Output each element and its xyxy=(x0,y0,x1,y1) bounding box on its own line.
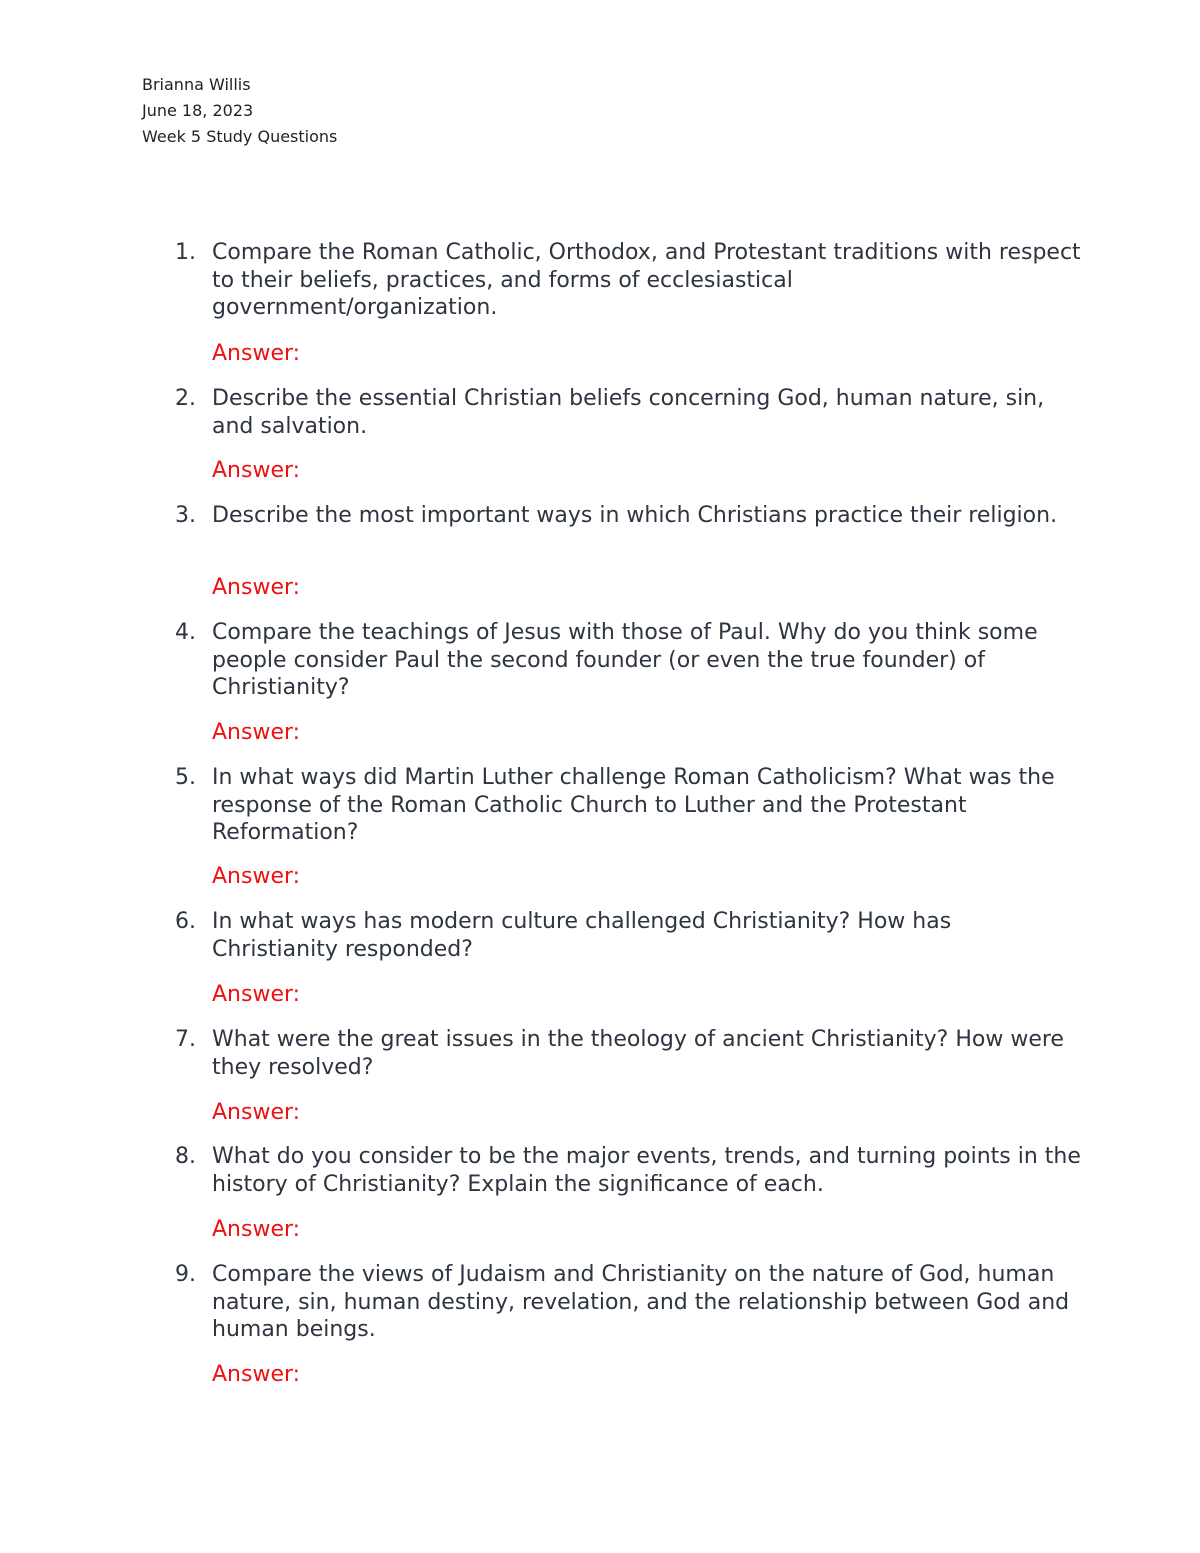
answer-label: Answer: xyxy=(212,864,301,889)
author-name: Brianna Willis xyxy=(142,75,251,94)
question-text: Compare the Roman Catholic, Orthodox, and Protestant traditions with respect to their beliefs, practices, and forms of ecclesiastical government/organization. xyxy=(212,240,1081,320)
answer-label: Answer: xyxy=(212,982,301,1007)
document-title: Week 5 Study Questions xyxy=(142,127,338,146)
question-number: 9. xyxy=(175,1262,196,1287)
question-number: 8. xyxy=(175,1144,196,1169)
question-text: Compare the teachings of Jesus with those of Paul. Why do you think some people consider Paul the second founder (or even the true founder) of Christianity? xyxy=(212,620,1038,700)
answer-label: Answer: xyxy=(212,1217,301,1242)
question-text: Describe the essential Christian beliefs concerning God, human nature, sin, and salvation. xyxy=(212,386,1045,439)
answer-label: Answer: xyxy=(212,720,301,745)
question-number: 7. xyxy=(175,1027,196,1052)
answer-label: Answer: xyxy=(212,1100,301,1125)
question-text: Compare the views of Judaism and Christianity on the nature of God, human nature, sin, human destiny, revelation, and the relationship between God and human beings. xyxy=(212,1262,1070,1342)
question-number: 4. xyxy=(175,620,196,645)
answer-label: Answer: xyxy=(212,1362,301,1387)
question-text: What do you consider to be the major events, trends, and turning points in the history of Christianity? Explain the significance of each. xyxy=(212,1144,1081,1197)
answer-label: Answer: xyxy=(212,575,301,600)
question-number: 6. xyxy=(175,909,196,934)
question-text: In what ways did Martin Luther challenge Roman Catholicism? What was the response of the Roman Catholic Church to Luther and the Protestant Reformation? xyxy=(212,765,1055,845)
answer-label: Answer: xyxy=(212,341,301,366)
question-number: 2. xyxy=(175,386,196,411)
question-number: 3. xyxy=(175,503,196,528)
answer-label: Answer: xyxy=(212,458,301,483)
document-date: June 18, 2023 xyxy=(142,101,254,120)
question-number: 1. xyxy=(175,240,196,265)
question-text: In what ways has modern culture challenged Christianity? How has Christianity responded? xyxy=(212,909,952,962)
question-text: Describe the most important ways in which Christians practice their religion. xyxy=(212,503,1058,528)
question-number: 5. xyxy=(175,765,196,790)
question-text: What were the great issues in the theology of ancient Christianity? How were they resolved? xyxy=(212,1027,1064,1080)
